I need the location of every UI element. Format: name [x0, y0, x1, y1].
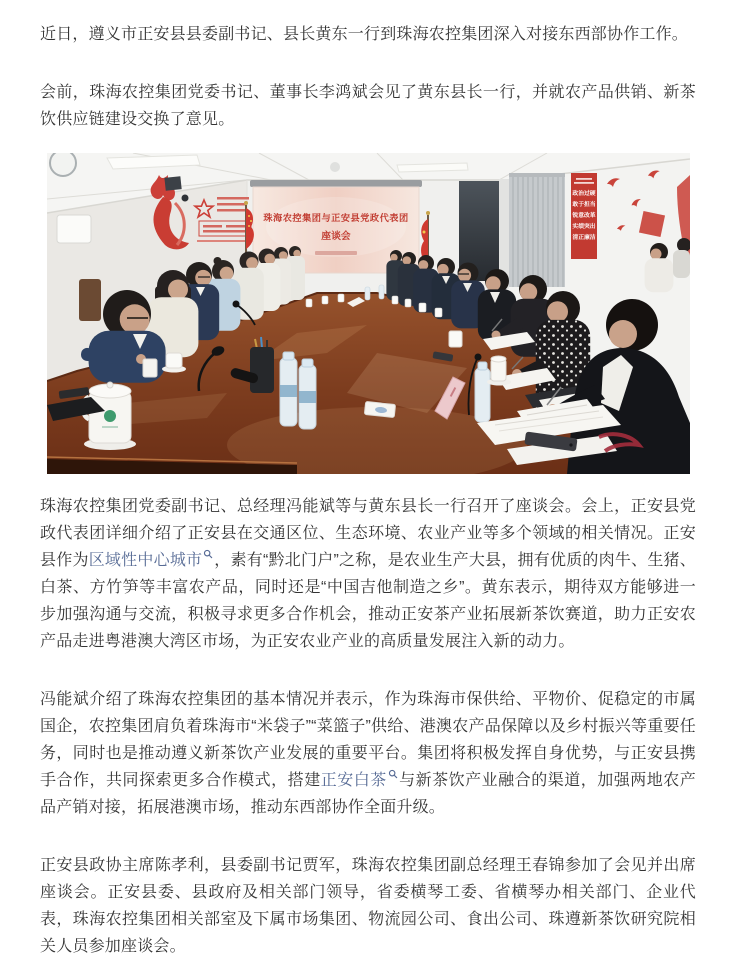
wall-speaker: [164, 176, 181, 191]
paragraph-3-text-post: ，素有“黔北门户”之称，是农业生产大县，拥有优质的肉牛、生猪、白茶、方竹笋等丰富农产品，同时还是“中国吉他制造之乡”。黄东表示，期待双方能够进一步加强沟通与交流，积极寻求更多合作机会，推动正安茶产业拓展新茶饮赛道，助力正安农产品走进粤港澳大湾区市场，为正安农业产业的高质量发展注入新的动力。: [40, 552, 696, 650]
link-text: 正安白茶: [320, 772, 387, 789]
paragraph-3: [40, 493, 696, 655]
screen-subtitle: 座谈会: [320, 231, 351, 242]
meeting-photo[interactable]: [47, 153, 690, 474]
banner-line: 清正廉洁: [571, 235, 596, 241]
banner-line: 政治过硬: [571, 191, 596, 197]
paragraph-3-text-pre: 珠海农控集团党委副书记、总经理冯能斌等与黄东县长一行召开了座谈会。会上，正安县党政代表团详细介绍了正安县在交通区位、生态环境、农业产业等多个领域的相关情况。正安县作为: [40, 498, 696, 569]
search-icon: [388, 769, 398, 779]
banner-line: 敢于担当: [571, 202, 596, 208]
red-banner: [571, 173, 597, 259]
link-regional-center-city[interactable]: [89, 552, 215, 569]
wall-camera: [181, 195, 188, 202]
paragraph-1: 近日，遵义市正安县县委副书记、县长黄东一行到珠海农控集团深入对接东西部协作工作。: [40, 26, 689, 43]
paragraph-4: [40, 686, 696, 821]
paragraph-4-text-post: 与新茶饮产业融合的渠道，加强两地农产品产销对接，拓展港澳市场，推动东西部协作全面升级。: [40, 772, 696, 816]
window-blinds: [509, 173, 565, 287]
wall-clock: [50, 153, 76, 176]
meeting-room-illustration: [47, 153, 690, 474]
paragraph-4-text-pre: 冯能斌介绍了珠海农控集团的基本情况并表示，作为珠海市保供给、平物价、促稳定的市属国企，农控集团肩负着珠海市“米袋子”“菜篮子”供给、港澳农产品保障以及乡村振兴等重要任务，同时也是推动遵义新茶饮产业发展的重要平台。集团将积极发挥自身优势，与正安县携手合作，共同探索更多合作模式，搭建: [40, 691, 696, 789]
ac-panel: [57, 215, 91, 243]
wall-text-lines: [217, 197, 249, 212]
link-zhengan-white-tea[interactable]: [321, 772, 399, 789]
paragraph-5: 正安县政协主席陈孝利，县委副书记贾军，珠海农控集团副总经理王春锦参加了会见并出席座谈会。正安县委、县政府及相关部门领导，省委横琴工委、省横琴办相关部门、企业代表，珠海农控集团相关部室及下属市场集团、物流园公司、食出公司、珠遵新茶饮研究院相关人员参加座谈会。: [40, 857, 696, 955]
wooden-chair: [79, 279, 101, 321]
search-icon: [203, 549, 213, 559]
paragraph-2: 会前，珠海农控集团党委书记、董事长李鸿斌会见了黄东县长一行，并就农产品供销、新茶饮供应链建设交换了意见。: [40, 84, 696, 128]
ceiling-light: [397, 163, 468, 172]
mug-logo: [104, 410, 116, 422]
banner-line: 锐意改革: [571, 213, 596, 219]
ceramic-mug: [83, 382, 136, 450]
link-text: 区域性中心城市: [88, 552, 203, 569]
screen-title: 珠海农控集团与正安县党政代表团: [262, 213, 409, 223]
ceiling-vent: [330, 162, 340, 172]
banner-line: 实绩突出: [571, 224, 596, 230]
